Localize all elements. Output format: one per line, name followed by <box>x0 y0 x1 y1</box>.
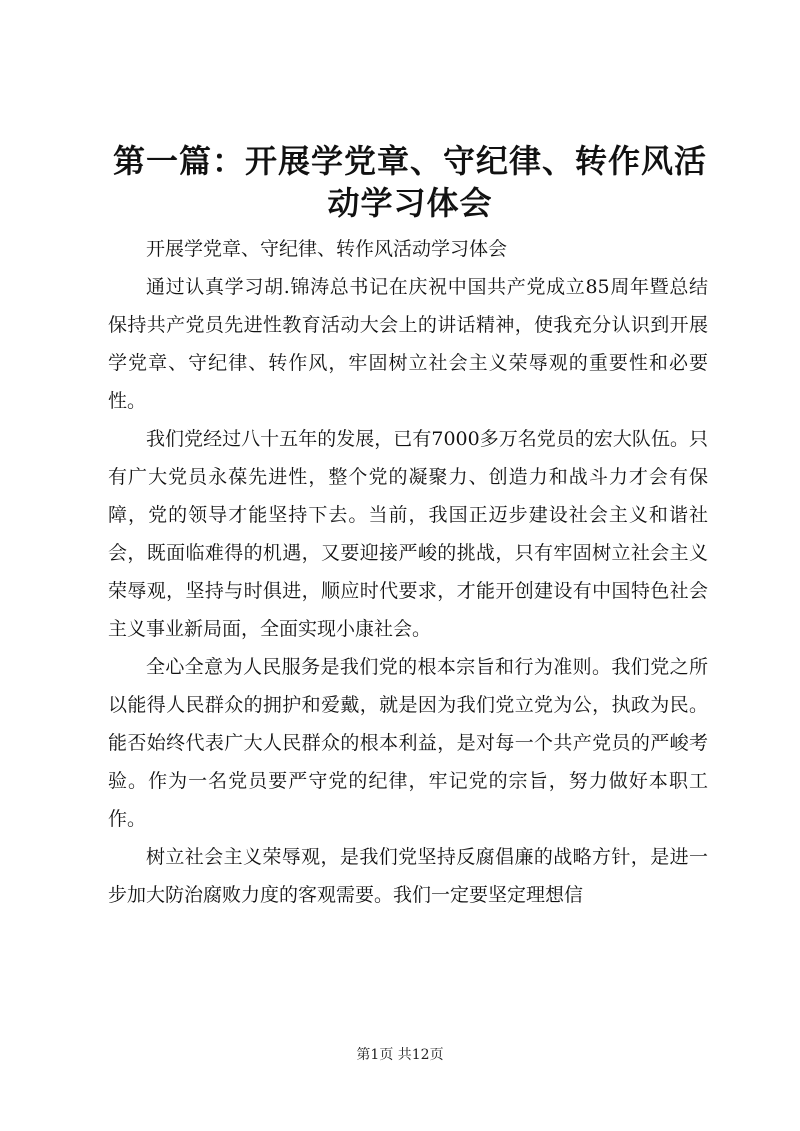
paragraph: 树立社会主义荣辱观，是我们党坚持反腐倡廉的战略方针，是进一步加大防治腐败力度的客观需要。我们一定要坚定理想信 <box>108 846 708 906</box>
paragraph: 我们党经过八十五年的发展，已有7000多万名党员的宏大队伍。只有广大党员永葆先进性，整个党的凝聚力、创造力和战斗力才会有保障，党的领导才能坚持下去。当前，我国正迈步建设社会主义和谐社会，既面临难得的机遇，又要迎接严峻的挑战，只有牢固树立社会主义荣辱观，坚持与时俱进，顺应时代要求，才能开创建设有中国特色社会主义事业新局面，全面实现小康社会。 <box>108 428 708 640</box>
page-number-footer: 第1页 共12页 <box>356 1047 444 1063</box>
paragraph: 通过认真学习胡.锦涛总书记在庆祝中国共产党成立85周年暨总结保持共产党员先进性教育活动大会上的讲话精神，使我充分认识到开展学党章、守纪律、转作风，牢固树立社会主义荣辱观的重要性和必要性。 <box>108 276 708 412</box>
page-title: 第一篇：开展学党章、守纪律、转作风活动学习体会 <box>112 142 707 222</box>
document-subtitle: 开展学党章、守纪律、转作风活动学习体会 <box>146 238 508 260</box>
document-body <box>108 230 708 914</box>
paragraph: 全心全意为人民服务是我们党的根本宗旨和行为准则。我们党之所以能得人民群众的拥护和爱戴，就是因为我们党立党为公，执政为民。能否始终代表广大人民群众的根本利益，是对每一个共产党员的严峻考验。作为一名党员要严守党的纪律，牢记党的宗旨，努力做好本职工作。 <box>108 656 708 830</box>
